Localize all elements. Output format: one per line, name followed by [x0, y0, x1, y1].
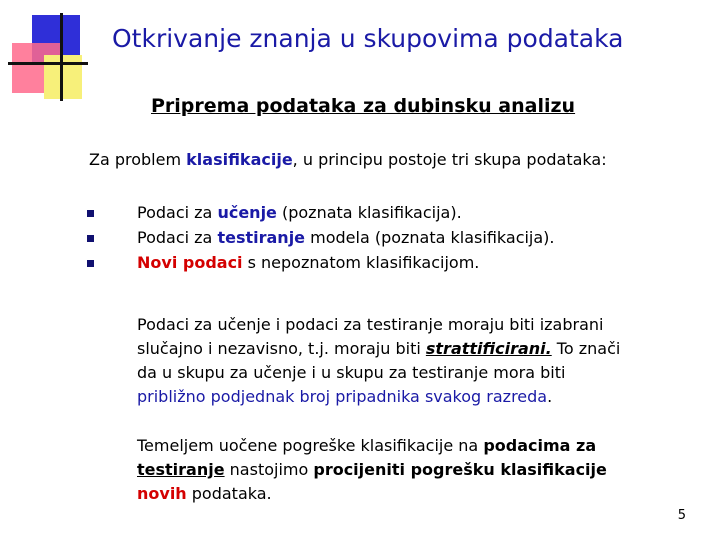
slide-subtitle: Priprema podataka za dubinsku analizu — [151, 95, 576, 117]
bullet-keyword: testiranje — [217, 228, 306, 247]
paragraph-line — [137, 337, 697, 361]
bullet-square-icon — [87, 235, 94, 242]
slide-title: Otkrivanje znanja u skupovima podataka — [112, 24, 624, 53]
bold-text: procijeniti pogrešku klasifikacije — [313, 460, 607, 479]
highlight-text: približno podjednak broj pripadnika svakog razreda — [137, 387, 548, 406]
paragraph-line: Podaci za učenje i podaci za testiranje moraju biti izabrani — [137, 315, 604, 334]
paragraph-line — [137, 434, 697, 458]
paragraph-text: nastojimo — [224, 460, 314, 479]
paragraph-line — [137, 482, 697, 506]
bullet-text: Podaci za — [137, 203, 218, 222]
paragraph-text: To znači — [551, 339, 621, 358]
error-estimation-paragraph — [137, 434, 697, 506]
intro-keyword: klasifikacije — [186, 150, 293, 169]
paragraph-text: slučajno i nezavisno, t.j. moraju biti — [137, 339, 426, 358]
paragraph-text: Temeljem uočene pogreške klasifikacije na — [137, 436, 484, 455]
logo-vertical-line — [60, 13, 63, 101]
bullet-text: modela (poznata klasifikacija). — [305, 228, 555, 247]
paragraph-line — [137, 385, 697, 409]
bullet-text: (poznata klasifikacija). — [276, 203, 462, 222]
bullet-keyword: Novi podaci — [137, 253, 243, 272]
stratification-keyword: strattificirani. — [425, 339, 552, 358]
paragraph-line: da u skupu za učenje i u skupu za testiranje mora biti — [137, 363, 566, 382]
bullet-keyword: učenje — [217, 203, 277, 222]
intro-after: , u principu postoje tri skupa podataka: — [292, 150, 607, 169]
bullet-square-icon — [87, 210, 94, 217]
bold-text: testiranje — [137, 460, 225, 479]
bullet-text: Podaci za — [137, 228, 218, 247]
intro-text — [89, 150, 607, 169]
stratification-paragraph — [137, 313, 697, 409]
paragraph-text: podataka. — [186, 484, 272, 503]
intro-before: Za problem — [89, 150, 187, 169]
logo-horizontal-line — [8, 62, 88, 65]
bold-red-text: novih — [137, 484, 187, 503]
page-number: 5 — [677, 508, 686, 523]
paragraph-text: . — [547, 387, 553, 406]
bullet-square-icon — [87, 260, 94, 267]
bold-text: podacima za — [483, 436, 597, 455]
paragraph-line — [137, 458, 697, 482]
bullet-text: s nepoznatom klasifikacijom. — [242, 253, 480, 272]
